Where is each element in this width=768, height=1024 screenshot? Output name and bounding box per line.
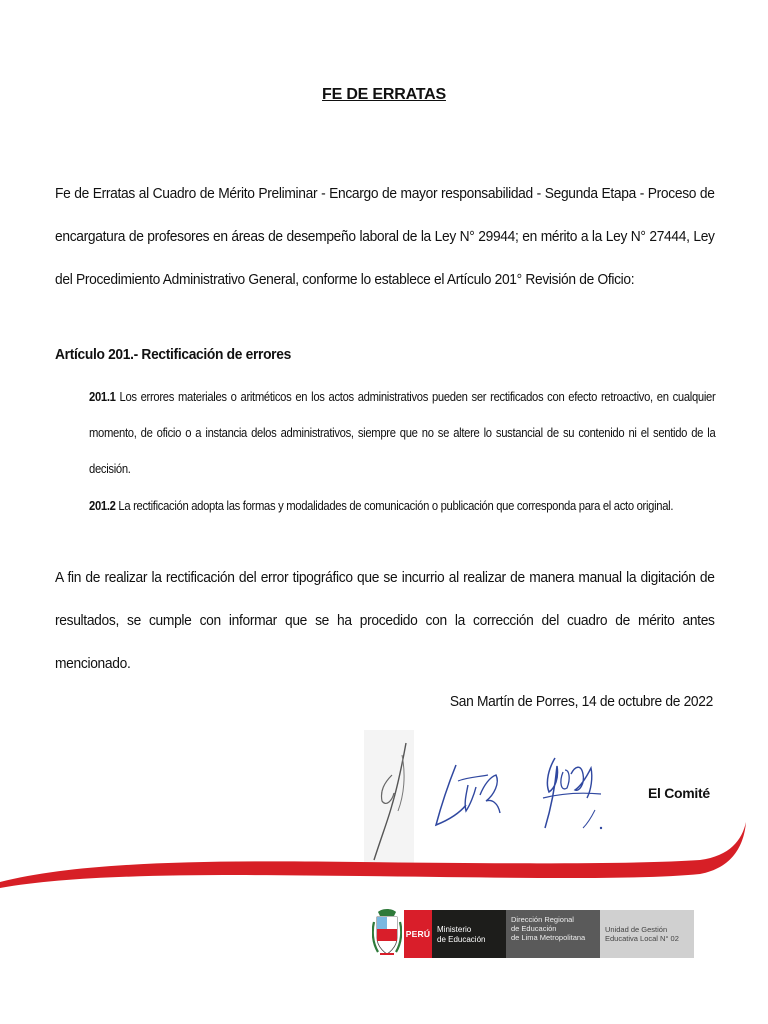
decorative-swoosh — [0, 820, 768, 890]
ugel-line-1: Unidad de Gestión — [605, 925, 668, 934]
dre-logo-text — [506, 910, 600, 958]
dre-line-2: de Educación — [511, 924, 557, 933]
ministry-logo-text — [432, 910, 506, 958]
footer-logo-banner — [372, 906, 694, 962]
ministry-line-1: Ministerio — [437, 925, 472, 934]
peru-coat-of-arms-icon — [372, 908, 402, 958]
article-heading: Artículo 201.- Rectificación de errores — [55, 346, 291, 363]
closing-paragraph: A fin de realizar la rectificación del error tipográfico que se incurrio al realizar de manera manual la digitación de resultados, se cumple con informar que se ha procedido con la corrección del cuadro de mérito antes mencionado. — [55, 569, 715, 672]
intro-paragraph: Fe de Erratas al Cuadro de Mérito Preliminar - Encargo de mayor responsabilidad - Segunda Etapa - Proceso de encargatura de profesores en áreas de desempeño laboral de la Ley N° 29944; en mérito a la Ley N° 27444, Ley del Procedimiento Administrativo General, conforme lo establece el Artículo 201° Revisión de Oficio: — [55, 185, 715, 288]
peru-label: PERÚ — [404, 910, 432, 958]
dre-line-3: de Lima Metropolitana — [511, 933, 586, 942]
paragraph-text: Los errores materiales o aritméticos en los actos administrativos pueden ser rectificados con efecto retroactivo, en cualquier momento, de oficio o a instancia delos administrativos, siempre que no se altere lo sustancial de su contenido ni el sentido de la decisión. — [89, 390, 716, 476]
ministry-line-2: de Educación — [437, 935, 486, 944]
article-paragraph-201-1 — [89, 379, 715, 487]
paragraph-number: 201.1 — [89, 390, 116, 404]
document-title: FE DE ERRATAS — [322, 86, 446, 103]
dre-line-1: Dirección Regional — [511, 915, 574, 924]
paragraph-text: La rectificación adopta las formas y modalidades de comunicación o publicación que corresponda para el acto original. — [115, 499, 674, 513]
ugel-line-2: Educativa Local N° 02 — [605, 934, 679, 943]
paragraph-number: 201.2 — [89, 499, 116, 513]
signatory-label: El Comité — [648, 785, 710, 801]
ugel-logo-text — [600, 910, 694, 958]
article-paragraph-201-2 — [89, 488, 715, 524]
place-date-line: San Martín de Porres, 14 de octubre de 2022 — [449, 693, 713, 710]
